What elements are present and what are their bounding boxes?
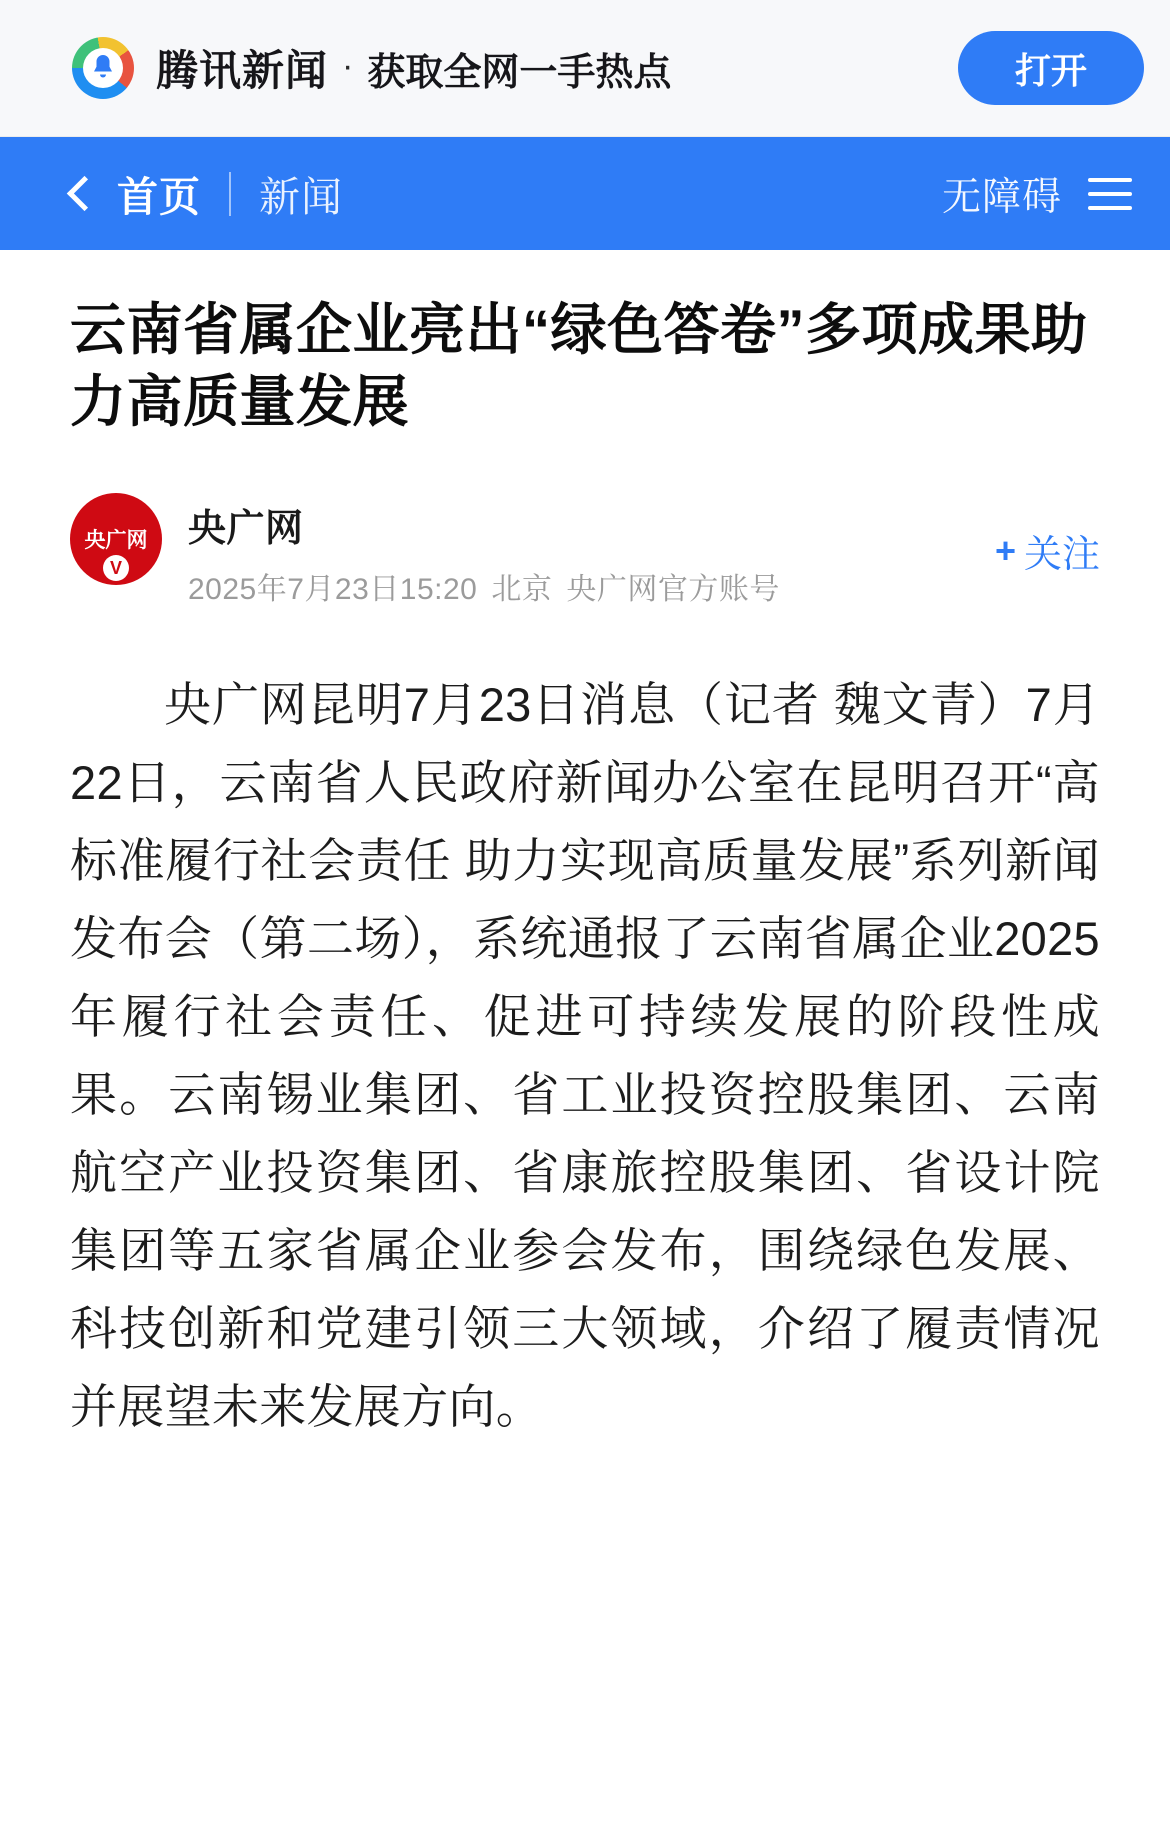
navigation-bar bbox=[0, 137, 1170, 250]
plus-icon: + bbox=[994, 529, 1016, 571]
source-name[interactable]: 央广网 bbox=[188, 508, 304, 551]
app-name: 腾讯新闻 bbox=[156, 47, 329, 94]
byline-texts bbox=[188, 493, 780, 608]
avatar[interactable] bbox=[70, 493, 162, 585]
follow-label: 关注 bbox=[1023, 534, 1100, 577]
article-meta bbox=[188, 564, 780, 608]
promo-tagline: 获取全网一手热点 bbox=[367, 51, 672, 94]
open-app-button[interactable]: 打开 bbox=[958, 31, 1144, 105]
nav-divider bbox=[229, 172, 231, 216]
bell-icon bbox=[72, 37, 134, 99]
nav-channel-news[interactable]: 新闻 bbox=[259, 174, 343, 220]
follow-button[interactable] bbox=[995, 523, 1100, 578]
verified-badge-icon: V bbox=[103, 555, 129, 581]
article-container bbox=[0, 294, 1170, 1447]
accessibility-button[interactable]: 无障碍 bbox=[941, 175, 1062, 219]
hamburger-menu-icon[interactable] bbox=[1088, 178, 1132, 210]
promo-separator: · bbox=[342, 46, 354, 85]
app-promo-bar bbox=[0, 0, 1170, 137]
page-title: 云南省属企业亮出“绿色答卷”多项成果助力高质量发展 bbox=[70, 298, 1088, 433]
account-type: 央广网官方账号 bbox=[566, 573, 780, 607]
nav-home-label: 首页 bbox=[117, 174, 201, 220]
article-paragraph: 央广网昆明7月23日消息（记者 魏文青）7月22日，云南省人民政府新闻办公室在昆明召开“高标准履行社会责任 助力实现高质量发展”系列新闻发布会（第二场），系统通报了云南省属企业2025年履行社会责任、促进可持续发展的阶段性成果。云南锡业集团、省工业投资控股集团、云南航空产业投资集团、省康旅控股集团、省设计院集团等五家省属企业参会发布，围绕绿色发展、科技创新和党建引领三大领域，介绍了履责情况并展望未来发展方向。 bbox=[70, 678, 1100, 1434]
byline bbox=[70, 493, 1100, 608]
back-home-button[interactable] bbox=[72, 164, 201, 223]
article-timestamp: 2025年7月23日15:20 bbox=[188, 573, 478, 607]
article-location: 北京 bbox=[491, 573, 553, 607]
chevron-left-icon bbox=[67, 176, 102, 211]
avatar-label: 央广网 bbox=[84, 529, 148, 553]
